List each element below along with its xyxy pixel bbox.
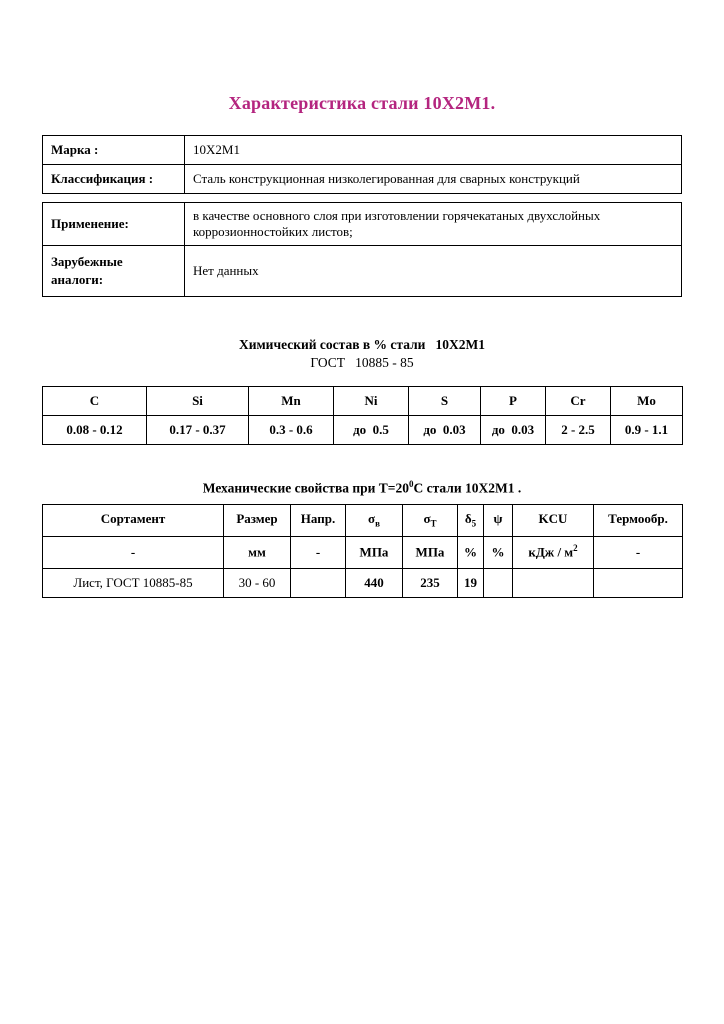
mech-section-heading	[0, 479, 724, 497]
mark-value: 10Х2М1	[185, 136, 682, 165]
mech-unit-cell: -	[43, 536, 224, 568]
chem-header-cell: Cr	[546, 387, 611, 416]
mech-unit-cell: мм	[224, 536, 291, 568]
mech-unit-cell: -	[291, 536, 346, 568]
mech-header-cell-sigma-t: $\sigma_Т$	[403, 504, 458, 536]
mech-heading-prefix: Механические свойства при Т=20	[202, 480, 409, 496]
mech-data-cell	[513, 568, 594, 597]
mech-units-row	[43, 536, 683, 568]
chem-header-cell: Si	[147, 387, 249, 416]
chem-header-cell: Ni	[334, 387, 409, 416]
chem-value-cell: до 0.03	[481, 416, 546, 445]
mech-unit-cell: кДж / $м^2$	[513, 536, 594, 568]
chem-header-cell: Mn	[249, 387, 334, 416]
chem-value-cell: 0.9 - 1.1	[611, 416, 683, 445]
mech-data-cell	[484, 568, 513, 597]
chem-section-gost: ГОСТ 10885 - 85	[310, 355, 414, 370]
mech-unit-cell: МПа	[346, 536, 403, 568]
mech-data-cell: 440	[346, 568, 403, 597]
foreign-analogs-label: Зарубежные аналоги:	[43, 246, 185, 297]
mech-data-cell	[594, 568, 683, 597]
mark-label: Марка :	[43, 136, 185, 165]
mech-header-cell-psi: ψ	[484, 504, 513, 536]
mech-unit-cell: МПа	[403, 536, 458, 568]
mech-header-cell: Напр.	[291, 504, 346, 536]
chem-value-cell: 2 - 2.5	[546, 416, 611, 445]
chem-value-cell: до 0.5	[334, 416, 409, 445]
steel-info-table	[42, 135, 682, 194]
chem-value-row	[43, 416, 683, 445]
mech-header-cell-delta5: $\delta_5$	[458, 504, 484, 536]
mech-unit-cell: %	[484, 536, 513, 568]
table-row	[43, 246, 682, 297]
chem-header-row	[43, 387, 683, 416]
chem-header-cell: C	[43, 387, 147, 416]
chem-value-cell: 0.3 - 0.6	[249, 416, 334, 445]
mech-header-cell: Сортамент	[43, 504, 224, 536]
table-row	[43, 203, 682, 246]
mech-data-cell: 19	[458, 568, 484, 597]
chem-header-cell: S	[409, 387, 481, 416]
page-title: Характеристика стали 10Х2М1.	[228, 93, 496, 113]
chem-value-cell: до 0.03	[409, 416, 481, 445]
classification-value: Сталь конструкционная низколегированная для сварных конструкций	[185, 165, 682, 194]
mech-data-cell	[291, 568, 346, 597]
mech-unit-cell: -	[594, 536, 683, 568]
mech-data-row	[43, 568, 683, 597]
mech-header-cell: Размер	[224, 504, 291, 536]
mech-data-cell: Лист, ГОСТ 10885-85	[43, 568, 224, 597]
mechanical-properties-table	[42, 504, 683, 598]
chem-section-heading: Химический состав в % стали 10Х2М1	[238, 337, 486, 352]
table-row	[43, 165, 682, 194]
mech-header-cell: Термообр.	[594, 504, 683, 536]
chemical-composition-table	[42, 386, 683, 445]
foreign-analogs-value: Нет данных	[185, 246, 682, 297]
mech-unit-cell: %	[458, 536, 484, 568]
application-value: в качестве основного слоя при изготовлении горячекатаных двухслойных коррозионностойких листов;	[185, 203, 682, 246]
classification-label: Классификация :	[43, 165, 185, 194]
chem-value-cell: 0.08 - 0.12	[43, 416, 147, 445]
application-label: Применение:	[43, 203, 185, 246]
chem-value-cell: 0.17 - 0.37	[147, 416, 249, 445]
mech-header-cell: KCU	[513, 504, 594, 536]
mech-header-row	[43, 504, 683, 536]
table-row	[43, 136, 682, 165]
mech-data-cell: 30 - 60	[224, 568, 291, 597]
steel-usage-table	[42, 202, 682, 297]
mech-data-cell: 235	[403, 568, 458, 597]
mech-heading-degree: 0	[409, 479, 414, 489]
chem-header-cell: Mo	[611, 387, 683, 416]
mech-header-cell-sigma-b: $\sigma_в$	[346, 504, 403, 536]
chem-header-cell: P	[481, 387, 546, 416]
mech-heading-suffix: С стали 10Х2М1 .	[413, 480, 522, 496]
